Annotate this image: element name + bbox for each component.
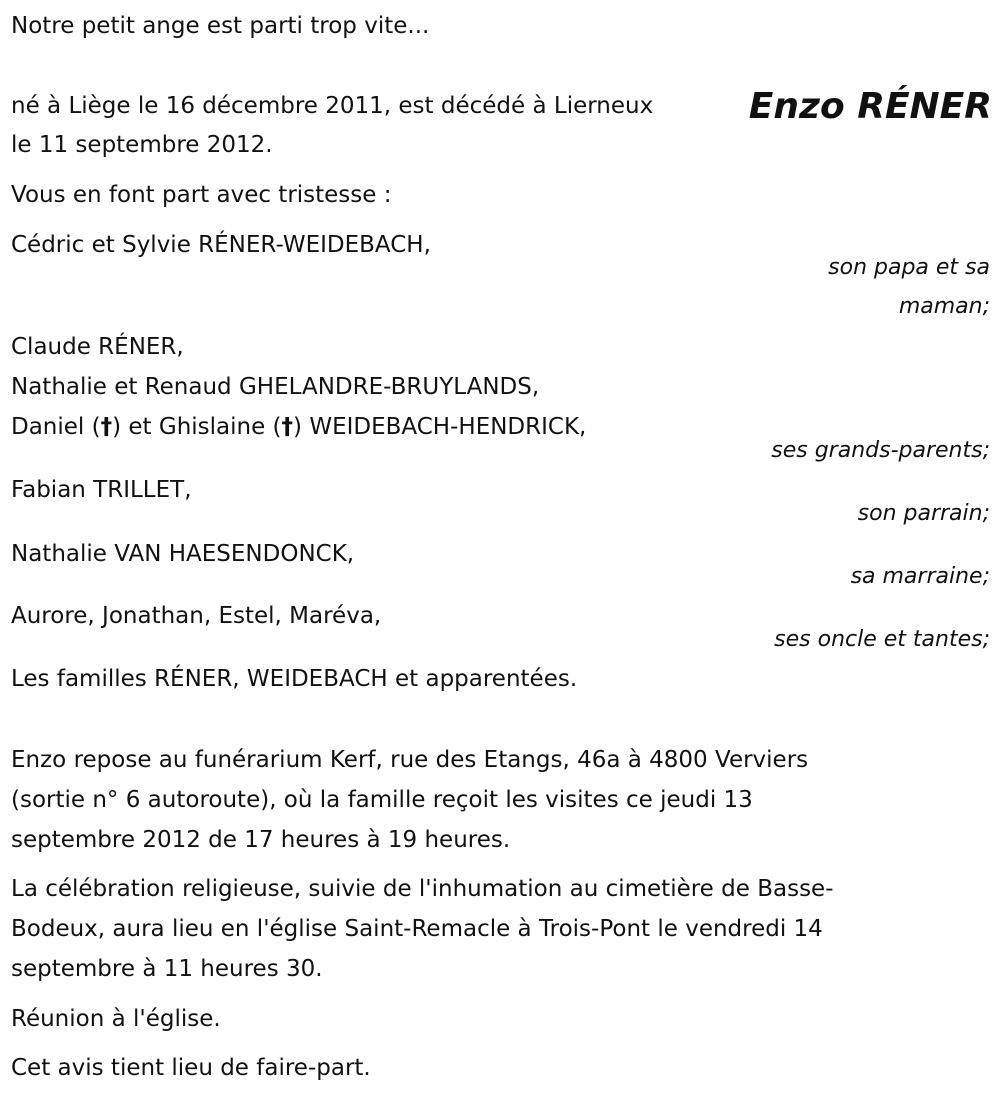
visit-line-1: Enzo repose au funérarium Kerf, rue des Etangs, 46a à 4800 Verviers — [11, 747, 809, 773]
notice-text: Cet avis tient lieu de faire-part. — [11, 1055, 371, 1081]
grandparent-name-3-c: ) WEIDEBACH-HENDRICK, — [293, 414, 587, 440]
ceremony-line-1: La célébration religieuse, suivie de l'inhumation au cimetière de Basse- — [11, 876, 834, 902]
grandparent-name-3-a: Daniel ( — [11, 414, 101, 440]
grandparent-name-3 — [11, 407, 586, 447]
uncles-names: Aurore, Jonathan, Estel, Maréva, — [11, 603, 382, 629]
grandparent-name-1: Claude RÉNER, — [11, 334, 184, 360]
parents-names: Cédric et Sylvie RÉNER-WEIDEBACH, — [11, 232, 431, 258]
visit-line-2: (sortie n° 6 autoroute), où la famille reçoit les visites ce jeudi 13 — [11, 787, 753, 813]
cross-icon: † — [100, 414, 113, 440]
godfather-role: son parrain; — [857, 501, 990, 526]
godmother-role: sa marraine; — [850, 564, 990, 589]
ceremony-line-3: septembre à 11 heures 30. — [11, 956, 323, 982]
ceremony-line-2: Bodeux, aura lieu en l'église Saint-Remacle à Trois-Pont le vendredi 14 — [11, 916, 823, 942]
uncles-role: ses oncle et tantes; — [774, 627, 990, 652]
parents-role-line-1: son papa et sa — [828, 255, 990, 280]
birth-line-1: né à Liège le 16 décembre 2011, est décédé à Lierneux — [11, 93, 654, 119]
visit-line-3: septembre 2012 de 17 heures à 19 heures. — [11, 827, 511, 853]
intro-text: Notre petit ange est parti trop vite... — [11, 13, 430, 39]
reunion-text: Réunion à l'église. — [11, 1006, 221, 1032]
parents-role-line-2: maman; — [898, 294, 990, 319]
godmother-name: Nathalie VAN HAESENDONCK, — [11, 541, 355, 567]
godfather-name: Fabian TRILLET, — [11, 477, 192, 503]
grandparents-role: ses grands-parents; — [771, 438, 990, 463]
announce-text: Vous en font part avec tristesse : — [11, 182, 392, 208]
families-text: Les familles RÉNER, WEIDEBACH et apparentées. — [11, 666, 578, 692]
birth-line-2: le 11 septembre 2012. — [11, 132, 273, 158]
cross-icon: † — [281, 414, 294, 440]
grandparent-name-3-b: ) et Ghislaine ( — [112, 414, 282, 440]
deceased-name: Enzo RÉNER — [748, 86, 992, 127]
grandparent-name-2: Nathalie et Renaud GHELANDRE-BRUYLANDS, — [11, 374, 540, 400]
